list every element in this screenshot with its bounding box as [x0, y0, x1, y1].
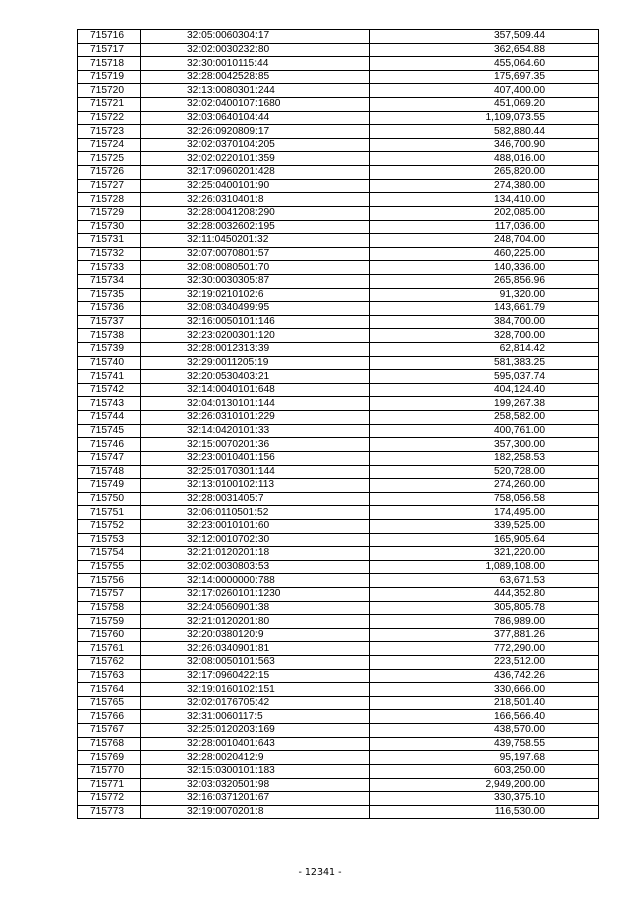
cadastral-number-cell: 32:30:0030305:87: [141, 274, 370, 288]
record-id-cell: 715749: [78, 479, 141, 493]
table-row: [78, 696, 599, 710]
table-row: [78, 451, 599, 465]
amount-cell: 305,805.78: [370, 601, 599, 615]
cadastral-number-cell: 32:26:0310101:229: [141, 411, 370, 425]
amount-cell: 357,509.44: [370, 30, 599, 44]
amount-cell: 439,758.55: [370, 737, 599, 751]
table-row: [78, 356, 599, 370]
table-row: [78, 533, 599, 547]
table-row: [78, 30, 599, 44]
cadastral-number-cell: 32:20:0380120:9: [141, 628, 370, 642]
record-id-cell: 715726: [78, 166, 141, 180]
cadastral-number-cell: 32:28:0031405:7: [141, 492, 370, 506]
record-id-cell: 715721: [78, 98, 141, 112]
cadastral-number-cell: 32:14:0420101:33: [141, 424, 370, 438]
record-id-cell: 715731: [78, 234, 141, 248]
cadastral-number-cell: 32:23:0010101:60: [141, 519, 370, 533]
cadastral-number-cell: 32:17:0960422:15: [141, 669, 370, 683]
record-id-cell: 715750: [78, 492, 141, 506]
amount-cell: 758,056.58: [370, 492, 599, 506]
record-id-cell: 715751: [78, 506, 141, 520]
table-row: [78, 329, 599, 343]
table-row: [78, 669, 599, 683]
record-id-cell: 715716: [78, 30, 141, 44]
table-row: [78, 84, 599, 98]
record-id-cell: 715773: [78, 805, 141, 819]
table-row: [78, 601, 599, 615]
amount-cell: 258,582.00: [370, 411, 599, 425]
cadastral-number-cell: 32:20:0530403:21: [141, 370, 370, 384]
amount-cell: 1,089,108.00: [370, 560, 599, 574]
cadastral-number-cell: 32:16:0371201:67: [141, 792, 370, 806]
amount-cell: 400,761.00: [370, 424, 599, 438]
cadastral-number-cell: 32:03:0640104:44: [141, 111, 370, 125]
amount-cell: 357,300.00: [370, 438, 599, 452]
table-row: [78, 479, 599, 493]
record-id-cell: 715769: [78, 751, 141, 765]
record-id-cell: 715755: [78, 560, 141, 574]
record-id-cell: 715747: [78, 451, 141, 465]
table-row: [78, 615, 599, 629]
amount-cell: 223,512.00: [370, 656, 599, 670]
record-id-cell: 715718: [78, 57, 141, 71]
cadastral-number-cell: 32:03:0320501:98: [141, 778, 370, 792]
table-row: [78, 166, 599, 180]
record-id-cell: 715741: [78, 370, 141, 384]
cadastral-number-cell: 32:02:0176705:42: [141, 696, 370, 710]
page-number: - 12341 -: [298, 867, 342, 878]
table-row: [78, 656, 599, 670]
record-id-cell: 715768: [78, 737, 141, 751]
cadastral-number-cell: 32:26:0310401:8: [141, 193, 370, 207]
table-row: [78, 764, 599, 778]
cadastral-number-cell: 32:31:0060117:5: [141, 710, 370, 724]
cadastral-number-cell: 32:25:0120203:169: [141, 724, 370, 738]
amount-cell: 581,383.25: [370, 356, 599, 370]
amount-cell: 166,566.40: [370, 710, 599, 724]
amount-cell: 140,336.00: [370, 261, 599, 275]
record-id-cell: 715736: [78, 302, 141, 316]
table-row: [78, 274, 599, 288]
record-id-cell: 715737: [78, 315, 141, 329]
amount-cell: 330,375.10: [370, 792, 599, 806]
amount-cell: 455,064.60: [370, 57, 599, 71]
cadastral-number-cell: 32:23:0010401:156: [141, 451, 370, 465]
cadastral-number-cell: 32:15:0300101:183: [141, 764, 370, 778]
record-id-cell: 715758: [78, 601, 141, 615]
amount-cell: 786,989.00: [370, 615, 599, 629]
amount-cell: 488,016.00: [370, 152, 599, 166]
amount-cell: 346,700.90: [370, 138, 599, 152]
record-id-cell: 715725: [78, 152, 141, 166]
record-id-cell: 715754: [78, 547, 141, 561]
amount-cell: 95,197.68: [370, 751, 599, 765]
table-row: [78, 642, 599, 656]
record-id-cell: 715771: [78, 778, 141, 792]
table-row: [78, 70, 599, 84]
amount-cell: 321,220.00: [370, 547, 599, 561]
record-id-cell: 715742: [78, 383, 141, 397]
cadastral-number-cell: 32:08:0080501:70: [141, 261, 370, 275]
cadastral-number-cell: 32:28:0041208:290: [141, 206, 370, 220]
record-id-cell: 715719: [78, 70, 141, 84]
record-id-cell: 715757: [78, 587, 141, 601]
cadastral-number-cell: 32:19:0160102:151: [141, 683, 370, 697]
cadastral-number-cell: 32:19:0210102:6: [141, 288, 370, 302]
record-id-cell: 715745: [78, 424, 141, 438]
cadastral-number-cell: 32:17:0960201:428: [141, 166, 370, 180]
amount-cell: 174,495.00: [370, 506, 599, 520]
amount-cell: 444,352.80: [370, 587, 599, 601]
cadastral-number-cell: 32:25:0170301:144: [141, 465, 370, 479]
table-row: [78, 302, 599, 316]
amount-cell: 274,380.00: [370, 179, 599, 193]
amount-cell: 595,037.74: [370, 370, 599, 384]
table-row: [78, 778, 599, 792]
cadastral-number-cell: 32:12:0010702:30: [141, 533, 370, 547]
cadastral-number-cell: 32:24:0560901:38: [141, 601, 370, 615]
cadastral-number-cell: 32:29:0011205:19: [141, 356, 370, 370]
table-row: [78, 125, 599, 139]
table-row: [78, 179, 599, 193]
record-id-cell: 715748: [78, 465, 141, 479]
table-row: [78, 206, 599, 220]
cadastral-number-cell: 32:28:0010401:643: [141, 737, 370, 751]
amount-cell: 407,400.00: [370, 84, 599, 98]
amount-cell: 117,036.00: [370, 220, 599, 234]
record-id-cell: 715764: [78, 683, 141, 697]
record-id-cell: 715728: [78, 193, 141, 207]
record-id-cell: 715722: [78, 111, 141, 125]
amount-cell: 330,666.00: [370, 683, 599, 697]
record-id-cell: 715734: [78, 274, 141, 288]
record-id-cell: 715740: [78, 356, 141, 370]
cadastral-number-cell: 32:21:0120201:80: [141, 615, 370, 629]
record-id-cell: 715724: [78, 138, 141, 152]
cadastral-number-cell: 32:02:0030803:53: [141, 560, 370, 574]
record-id-cell: 715739: [78, 343, 141, 357]
amount-cell: 603,250.00: [370, 764, 599, 778]
table-row: [78, 547, 599, 561]
cadastral-number-cell: 32:21:0120201:18: [141, 547, 370, 561]
table-row: [78, 710, 599, 724]
amount-cell: 772,290.00: [370, 642, 599, 656]
cadastral-number-cell: 32:13:0100102:113: [141, 479, 370, 493]
record-id-cell: 715717: [78, 43, 141, 57]
amount-cell: 460,225.00: [370, 247, 599, 261]
cadastral-number-cell: 32:28:0020412:9: [141, 751, 370, 765]
cadastral-number-cell: 32:05:0060304:17: [141, 30, 370, 44]
document-table-container: [77, 29, 598, 819]
table-row: [78, 288, 599, 302]
record-id-cell: 715732: [78, 247, 141, 261]
cadastral-number-cell: 32:26:0920809:17: [141, 125, 370, 139]
table-row: [78, 370, 599, 384]
cadastral-number-cell: 32:13:0080301:244: [141, 84, 370, 98]
table-row: [78, 805, 599, 819]
amount-cell: 248,704.00: [370, 234, 599, 248]
table-row: [78, 111, 599, 125]
amount-cell: 175,697.35: [370, 70, 599, 84]
table-row: [78, 492, 599, 506]
amount-cell: 520,728.00: [370, 465, 599, 479]
cadastral-number-cell: 32:19:0070201:8: [141, 805, 370, 819]
amount-cell: 143,661.79: [370, 302, 599, 316]
record-id-cell: 715767: [78, 724, 141, 738]
table-row: [78, 574, 599, 588]
table-row: [78, 683, 599, 697]
record-id-cell: 715738: [78, 329, 141, 343]
cadastral-number-cell: 32:28:0012313:39: [141, 343, 370, 357]
cadastral-number-cell: 32:04:0130101:144: [141, 397, 370, 411]
record-id-cell: 715730: [78, 220, 141, 234]
record-id-cell: 715753: [78, 533, 141, 547]
cadastral-number-cell: 32:14:0000000:788: [141, 574, 370, 588]
amount-cell: 265,820.00: [370, 166, 599, 180]
table-row: [78, 560, 599, 574]
table-row: [78, 234, 599, 248]
cadastral-number-cell: 32:02:0220101:359: [141, 152, 370, 166]
amount-cell: 384,700.00: [370, 315, 599, 329]
record-id-cell: 715772: [78, 792, 141, 806]
amount-cell: 265,856.96: [370, 274, 599, 288]
amount-cell: 582,880.44: [370, 125, 599, 139]
record-id-cell: 715756: [78, 574, 141, 588]
amount-cell: 218,501.40: [370, 696, 599, 710]
amount-cell: 62,814.42: [370, 343, 599, 357]
table-row: [78, 57, 599, 71]
table-row: [78, 98, 599, 112]
record-id-cell: 715743: [78, 397, 141, 411]
record-id-cell: 715723: [78, 125, 141, 139]
record-id-cell: 715746: [78, 438, 141, 452]
record-id-cell: 715760: [78, 628, 141, 642]
record-id-cell: 715727: [78, 179, 141, 193]
cadastral-number-cell: 32:02:0400107:1680: [141, 98, 370, 112]
cadastral-number-cell: 32:08:0050101:563: [141, 656, 370, 670]
cadastral-number-cell: 32:06:0110501:52: [141, 506, 370, 520]
amount-cell: 2,949,200.00: [370, 778, 599, 792]
amount-cell: 63,671.53: [370, 574, 599, 588]
table-row: [78, 792, 599, 806]
cadastral-number-cell: 32:14:0040101:648: [141, 383, 370, 397]
cadastral-number-cell: 32:25:0400101:90: [141, 179, 370, 193]
table-row: [78, 343, 599, 357]
table-row: [78, 724, 599, 738]
amount-cell: 377,881.26: [370, 628, 599, 642]
record-id-cell: 715766: [78, 710, 141, 724]
table-row: [78, 220, 599, 234]
record-id-cell: 715744: [78, 411, 141, 425]
amount-cell: 91,320.00: [370, 288, 599, 302]
amount-cell: 339,525.00: [370, 519, 599, 533]
amount-cell: 182,258.53: [370, 451, 599, 465]
amount-cell: 165,905.64: [370, 533, 599, 547]
table-row: [78, 411, 599, 425]
records-table-body: [78, 30, 599, 819]
record-id-cell: 715733: [78, 261, 141, 275]
record-id-cell: 715735: [78, 288, 141, 302]
table-row: [78, 737, 599, 751]
cadastral-number-cell: 32:15:0070201:36: [141, 438, 370, 452]
amount-cell: 116,530.00: [370, 805, 599, 819]
table-row: [78, 751, 599, 765]
table-row: [78, 383, 599, 397]
cadastral-number-cell: 32:08:0340499:95: [141, 302, 370, 316]
table-row: [78, 438, 599, 452]
amount-cell: 274,260.00: [370, 479, 599, 493]
cadastral-number-cell: 32:23:0200301:120: [141, 329, 370, 343]
cadastral-number-cell: 32:02:0370104:205: [141, 138, 370, 152]
record-id-cell: 715765: [78, 696, 141, 710]
amount-cell: 404,124.40: [370, 383, 599, 397]
table-row: [78, 397, 599, 411]
table-row: [78, 193, 599, 207]
table-row: [78, 519, 599, 533]
table-row: [78, 465, 599, 479]
record-id-cell: 715720: [78, 84, 141, 98]
table-row: [78, 247, 599, 261]
amount-cell: 362,654.88: [370, 43, 599, 57]
cadastral-number-cell: 32:30:0010115:44: [141, 57, 370, 71]
table-row: [78, 138, 599, 152]
records-table: [77, 29, 599, 819]
cadastral-number-cell: 32:26:0340901:81: [141, 642, 370, 656]
table-row: [78, 315, 599, 329]
table-row: [78, 424, 599, 438]
table-row: [78, 261, 599, 275]
amount-cell: 328,700.00: [370, 329, 599, 343]
cadastral-number-cell: 32:02:0030232:80: [141, 43, 370, 57]
amount-cell: 134,410.00: [370, 193, 599, 207]
cadastral-number-cell: 32:07:0070801:57: [141, 247, 370, 261]
table-row: [78, 43, 599, 57]
cadastral-number-cell: 32:17:0260101:1230: [141, 587, 370, 601]
record-id-cell: 715770: [78, 764, 141, 778]
cadastral-number-cell: 32:11:0450201:32: [141, 234, 370, 248]
table-row: [78, 587, 599, 601]
record-id-cell: 715761: [78, 642, 141, 656]
cadastral-number-cell: 32:16:0050101:146: [141, 315, 370, 329]
cadastral-number-cell: 32:28:0042528:85: [141, 70, 370, 84]
table-row: [78, 628, 599, 642]
amount-cell: 199,267.38: [370, 397, 599, 411]
table-row: [78, 152, 599, 166]
amount-cell: 451,069.20: [370, 98, 599, 112]
table-row: [78, 506, 599, 520]
record-id-cell: 715762: [78, 656, 141, 670]
record-id-cell: 715759: [78, 615, 141, 629]
record-id-cell: 715752: [78, 519, 141, 533]
cadastral-number-cell: 32:28:0032602:195: [141, 220, 370, 234]
amount-cell: 1,109,073.55: [370, 111, 599, 125]
amount-cell: 438,570.00: [370, 724, 599, 738]
amount-cell: 436,742.26: [370, 669, 599, 683]
record-id-cell: 715729: [78, 206, 141, 220]
amount-cell: 202,085.00: [370, 206, 599, 220]
record-id-cell: 715763: [78, 669, 141, 683]
